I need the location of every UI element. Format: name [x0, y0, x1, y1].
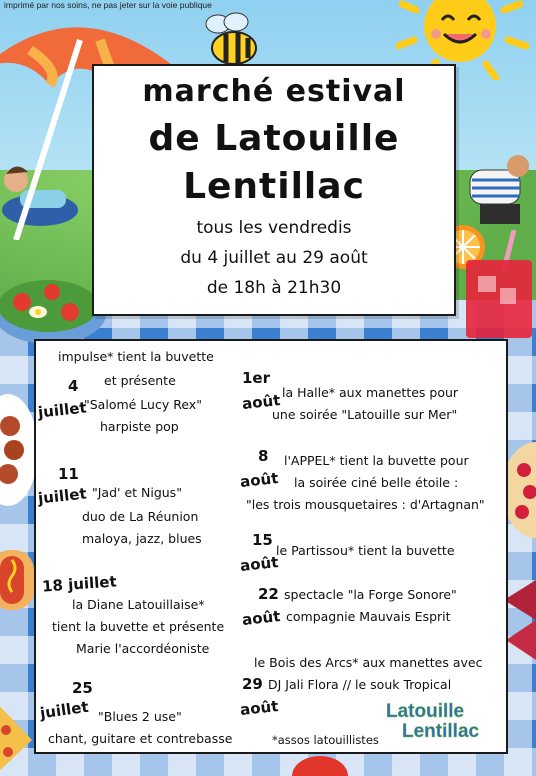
july4-line3: "Salomé Lucy Rex"	[84, 397, 202, 412]
drink-glass-icon	[456, 230, 536, 340]
july25-date-day: 25	[72, 679, 93, 697]
aug1-line2: une soirée "Latouille sur Mer"	[272, 407, 458, 422]
aug29-line1: DJ Jali Flora // le souk Tropical	[268, 677, 452, 692]
aug22-date-month: août	[241, 607, 282, 629]
july25-line2: chant, guitare et contrebasse	[48, 731, 233, 746]
bee-icon	[196, 10, 266, 70]
hotdog-icon	[0, 540, 36, 620]
title-line-1: marché estival	[142, 74, 406, 109]
aug8-line3: "les trois mousquetaires : d'Artagnan"	[246, 497, 485, 512]
aug22-line2: compagnie Mauvais Esprit	[286, 609, 451, 624]
july25-date-month: juillet	[38, 697, 90, 723]
july11-line1: "Jad' et Nigus"	[92, 485, 182, 500]
title-panel	[92, 64, 456, 316]
july11-date-month: juillet	[37, 484, 88, 508]
aug29-date-day: 29	[242, 675, 263, 693]
aug22-line1: spectacle "la Forge Sonore"	[284, 587, 457, 602]
july4-line1: impulse* tient la buvette	[58, 349, 214, 364]
tomato-icon	[290, 752, 350, 776]
program-panel	[34, 339, 508, 754]
title-line-3: Lentillac	[183, 166, 365, 207]
latouille-lentillac-logo	[382, 701, 500, 745]
aug15-date-month: août	[239, 553, 280, 575]
july18-line1: la Diane Latouillaise*	[72, 597, 205, 612]
title-line-2: de Latouille	[148, 118, 400, 159]
aug29-date-month: août	[239, 697, 280, 719]
aug1-line1: la Halle* aux manettes pour	[282, 385, 459, 400]
print-note: imprimé par nos soins, ne pas jeter sur la voie publique	[4, 0, 212, 10]
july18-date: 18 juillet	[41, 572, 118, 596]
july11-line2: duo de La Réunion	[82, 509, 199, 524]
july4-line2: et présente	[104, 373, 176, 388]
aug8-line1: l'APPEL* tient la buvette pour	[284, 453, 469, 468]
schedule-dates: du 4 juillet au 29 août	[180, 248, 368, 268]
july4-date-day: 4	[68, 377, 79, 395]
footnote: *assos latouillistes	[272, 733, 379, 747]
july4-date-month: juillet	[37, 398, 88, 422]
pizza-icon	[0, 700, 34, 776]
logo-line-2: Lentillac	[402, 721, 480, 742]
july4-line4: harpiste pop	[100, 419, 179, 434]
aug8-date-month: août	[239, 469, 280, 491]
july11-date-day: 11	[58, 465, 79, 483]
aug1-date-day: 1er	[242, 369, 271, 387]
aug8-line2: la soirée ciné belle étoile :	[294, 475, 459, 490]
july18-line2: tient la buvette et présente	[52, 619, 225, 634]
july11-line3: maloya, jazz, blues	[82, 531, 202, 546]
july18-line3: Marie l'accordéoniste	[76, 641, 210, 656]
aug1-date-month: août	[241, 391, 282, 413]
july25-line1: "Blues 2 use"	[98, 709, 182, 724]
logo-line-1: Latouille	[386, 701, 465, 722]
schedule-hours: de 18h à 21h30	[206, 278, 342, 298]
aug8-date-day: 8	[258, 447, 269, 465]
aug22-date-day: 22	[258, 585, 279, 603]
aug15-line1: le Partissou* tient la buvette	[276, 543, 455, 558]
aug29-line0: le Bois des Arcs* aux manettes avec	[254, 655, 483, 670]
schedule-days: tous les vendredis	[196, 218, 352, 238]
aug15-date-day: 15	[252, 531, 273, 549]
